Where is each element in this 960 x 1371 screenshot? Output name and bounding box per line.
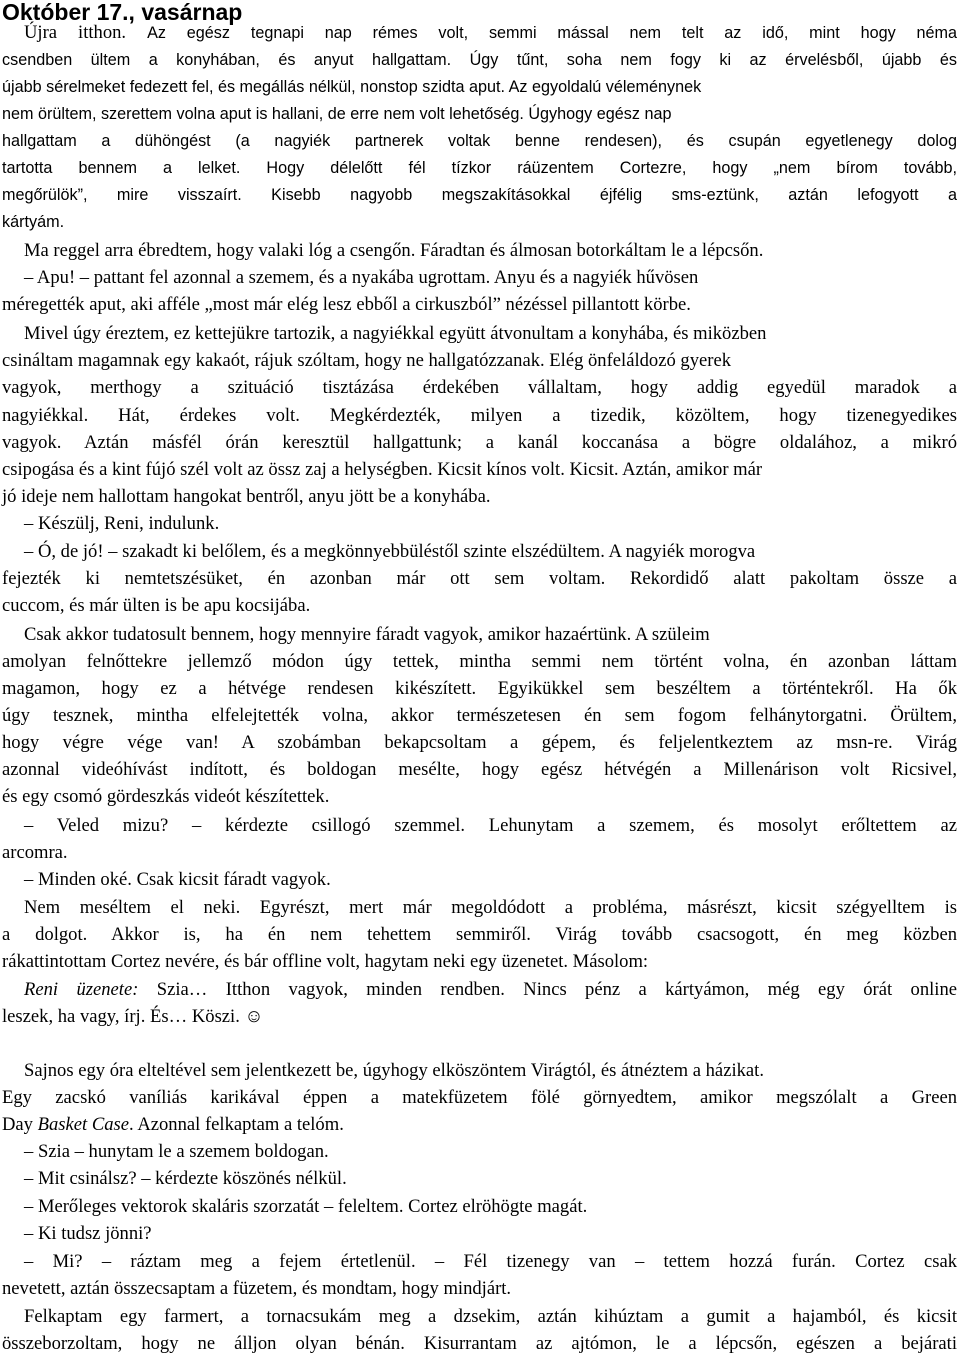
text-line (2, 75, 957, 99)
line-text: úgy tesznek, mintha elfelejtették volna, akkor természetesen én sem fogom felhánytorgatni. Örültem, (2, 705, 957, 726)
text-line (2, 1086, 957, 1110)
text-line (2, 814, 957, 838)
italic-text: Reni üzenete: (24, 979, 139, 1000)
text-line (2, 896, 957, 920)
text-line (2, 623, 957, 647)
text-line (2, 785, 957, 809)
text-line (2, 677, 957, 701)
line-text: azonnal videóhívást indított, és boldogan mesélte, hogy egész hétvégén a Millenárison volt Ricsivel, (2, 759, 957, 780)
line-text: Csak akkor tudatosult bennem, hogy mennyire fáradt vagyok, amikor hazaértünk. A szüleim (24, 624, 710, 645)
text-line (2, 978, 957, 1002)
line-text: tartotta bennem a lelket. Hogy délelőtt fél tízkor ráüzentem Cortezre, hogy „nem bírom tovább, (2, 159, 957, 177)
text-line (2, 567, 957, 591)
line-text: – Veled mizu? – kérdezte csillogó szemmel. Lehunytam a szemem, és mosolyt erőltettem az (24, 815, 957, 836)
line-text: jó ideje nem hallottam hangokat bentről, anyu jött be a konyhába. (2, 486, 491, 507)
text-line (2, 404, 957, 428)
line-text: hogy végre vége van! A szobámban bekapcsoltam a gépem, és feljelentkeztem az msn-re. Virág (2, 732, 957, 753)
line-text: vagyok. Aztán másfél órán keresztül hallgattunk; a kanál koccanása a bögre oldalához, a mikró (2, 432, 957, 453)
line-text: nem örültem, szerettem volna aput is hallani, de erre nem volt lehetőség. Úgyhogy egész nap (2, 105, 672, 123)
text-line (2, 1167, 957, 1191)
text-line (2, 266, 957, 290)
text-line (2, 841, 957, 865)
text-line (2, 1305, 957, 1329)
text-line (2, 102, 957, 126)
text-line (2, 731, 957, 755)
text-line (2, 758, 957, 782)
line-text: – Merőleges vektorok skaláris szorzatát – feleltem. Cortez elröhögte magát. (24, 1196, 588, 1217)
line-text: a dolgot. Akkor is, ha én nem tehettem semmiről. Virág tovább csacsogott, én meg közben (2, 924, 957, 945)
line-text: hallgattam a dühöngést (a nagyiék partnerek voltak benne rendesen), és csupán egyetlenegy dolog (2, 132, 957, 150)
line-text: – Szia – hunytam le a szemem boldogan. (24, 1141, 329, 1162)
line-text: Az egész tegnapi nap rémes volt, semmi mással nem telt az idő, mint hogy néma (147, 24, 958, 42)
line-text: magamon, hogy ez a hétvége rendesen kikészített. Egyikükkel sem beszéltem a történtekről. Ha ők (2, 678, 957, 699)
line-text: – Ó, de jó! – szakadt ki belőlem, és a megkönnyebbüléstől szinte elszédültem. A nagyiék morogva (24, 541, 756, 562)
italic-text: Basket Case (37, 1114, 130, 1135)
text-line (2, 431, 957, 455)
line-text: amolyan felnőttekre jellemző módon úgy tettek, mintha semmi nem történt volna, én azonban láttam (2, 651, 957, 672)
line-text: fejezték ki nemtetszésüket, én azonban már ott sem voltam. Rekordidő alatt pakoltam össze a (2, 568, 957, 589)
line-text: megőrülök”, mire visszaírt. Kisebb nagyobb megszakításokkal éjfélig sms-eztünk, aztán lefogyott a (2, 186, 957, 204)
line-text: leszek, ha vagy, írj. És… Köszi. ☺ (2, 1006, 264, 1027)
line-text: Felkaptam egy farmert, a tornacsukám meg a dzsekim, aztán kihúztam a gumit a hajamból, és kicsit (24, 1306, 957, 1327)
line-text: Ma reggel arra ébredtem, hogy valaki lóg a csengőn. Fáradtan és álmosan botorkáltam le a lépcsőn. (24, 240, 764, 261)
line-text: Nem meséltem el neki. Egyrészt, mert már megoldódott a probléma, másrészt, kicsit szégyelltem is (24, 897, 957, 918)
line-text: cuccom, és már ülten is be apu kocsijába. (2, 595, 311, 616)
text-line (2, 540, 957, 564)
text-line (2, 210, 957, 234)
text-line (2, 322, 957, 346)
text-line (2, 594, 957, 618)
line-text: összeborzoltam, hogy ne álljon olyan bénán. Kisurrantam az ajtómon, le a lépcsőn, egészen a bejárati (2, 1333, 957, 1354)
line-text: méregették aput, aki afféle „most már elég lesz ebből a cirkuszból” nézéssel pillantott körbe. (2, 294, 691, 315)
text-line (2, 923, 957, 947)
line-text: – Mit csinálsz? – kérdezte köszönés nélkül. (24, 1168, 347, 1189)
text-line (2, 1222, 957, 1246)
line-text: nevetett, aztán összecsaptam a füzetem, és mondtam, hogy mindjárt. (2, 1278, 512, 1299)
line-text: csendben ültem a konyhában, és anyut hallgattam. Úgy tűnt, soha nem fogy ki az érvelésből, újabb és (2, 51, 957, 69)
text-line (2, 48, 957, 72)
line-text: csipogása és a kint fújó szél volt az össz zaj a helységben. Kicsit kínos volt. Kicsit. Aztán, amikor már (2, 459, 763, 480)
text-line (2, 1059, 957, 1083)
text-line (2, 129, 957, 153)
text-line (2, 1140, 957, 1164)
text-line (2, 1195, 957, 1219)
line-text: – Mi? – ráztam meg a fejem értetlenül. – Fél tizenegy van – tettem hozzá furán. Cortez csak (24, 1251, 957, 1272)
line-text: csináltam magamnak egy kakaót, rájuk szóltam, hogy ne hallgatózzanak. Elég önfeláldozó gyerek (2, 350, 732, 371)
line-text: újabb sérelmeket fedezett fel, és megállás nélkül, nonstop szidta aput. Az egyoldalú véleménynek (2, 78, 702, 96)
line-text: Újra itthon. (24, 22, 148, 43)
text-line (2, 1277, 957, 1301)
text-line (2, 156, 957, 180)
line-text: és egy csomó gördeszkás videót készítettek. (2, 786, 330, 807)
line-text: vagyok, merthogy a szituáció tisztázása érdekében vállaltam, hogy addig egyedül maradok a (2, 377, 957, 398)
text-line (2, 293, 957, 317)
text-line (2, 704, 957, 728)
line-text: Day (2, 1114, 38, 1135)
text-line (2, 950, 957, 974)
text-line (2, 868, 957, 892)
text-line (2, 21, 957, 45)
text-line (2, 183, 957, 207)
line-text: Sajnos egy óra elteltével sem jelentkezett be, úgyhogy elköszöntem Virágtól, és átnéztem a házikat. (24, 1060, 764, 1081)
text-line (2, 650, 957, 674)
text-line (2, 376, 957, 400)
line-text: Egy zacskó vaníliás karikával éppen a matekfüzetem fölé görnyedtem, amikor megszólalt a Green (2, 1087, 957, 1108)
line-text: – Apu! – pattant fel azonnal a szemem, és a nyakába ugrottam. Anyu és a nagyiék hűvösen (24, 267, 699, 288)
text-line (2, 1250, 957, 1274)
text-line (2, 239, 957, 263)
line-text: Mivel úgy éreztem, ez kettejükre tartozik, a nagyiékkal együtt átvonultam a konyhába, és miközben (24, 323, 767, 344)
line-text: – Készülj, Reni, indulunk. (24, 513, 220, 534)
line-text: Szia… Itthon vagyok, minden rendben. Nincs pénz a kártyámon, még egy órát online (138, 979, 957, 1000)
line-text: nagyiékkal. Hát, érdekes volt. Megkérdezték, milyen a tizedik, közöltem, hogy tizenegyedikes (2, 405, 957, 426)
line-text: rákattintottam Cortez nevére, és bár offline volt, hagytam neki egy üzenetet. Másolom: (2, 951, 649, 972)
text-line (2, 1005, 957, 1029)
line-text: – Minden oké. Csak kicsit fáradt vagyok. (24, 869, 331, 890)
line-text: . Azonnal felkaptam a telóm. (129, 1114, 344, 1135)
line-text: arcomra. (2, 842, 68, 863)
text-line (2, 1113, 957, 1137)
text-line (2, 485, 957, 509)
text-line (2, 1332, 957, 1356)
text-line (2, 349, 957, 373)
line-text: – Ki tudsz jönni? (24, 1223, 152, 1244)
text-line (2, 458, 957, 482)
text-line (2, 512, 957, 536)
line-text: kártyám. (2, 213, 65, 231)
page-title: Október 17., vasárnap (2, 0, 243, 25)
